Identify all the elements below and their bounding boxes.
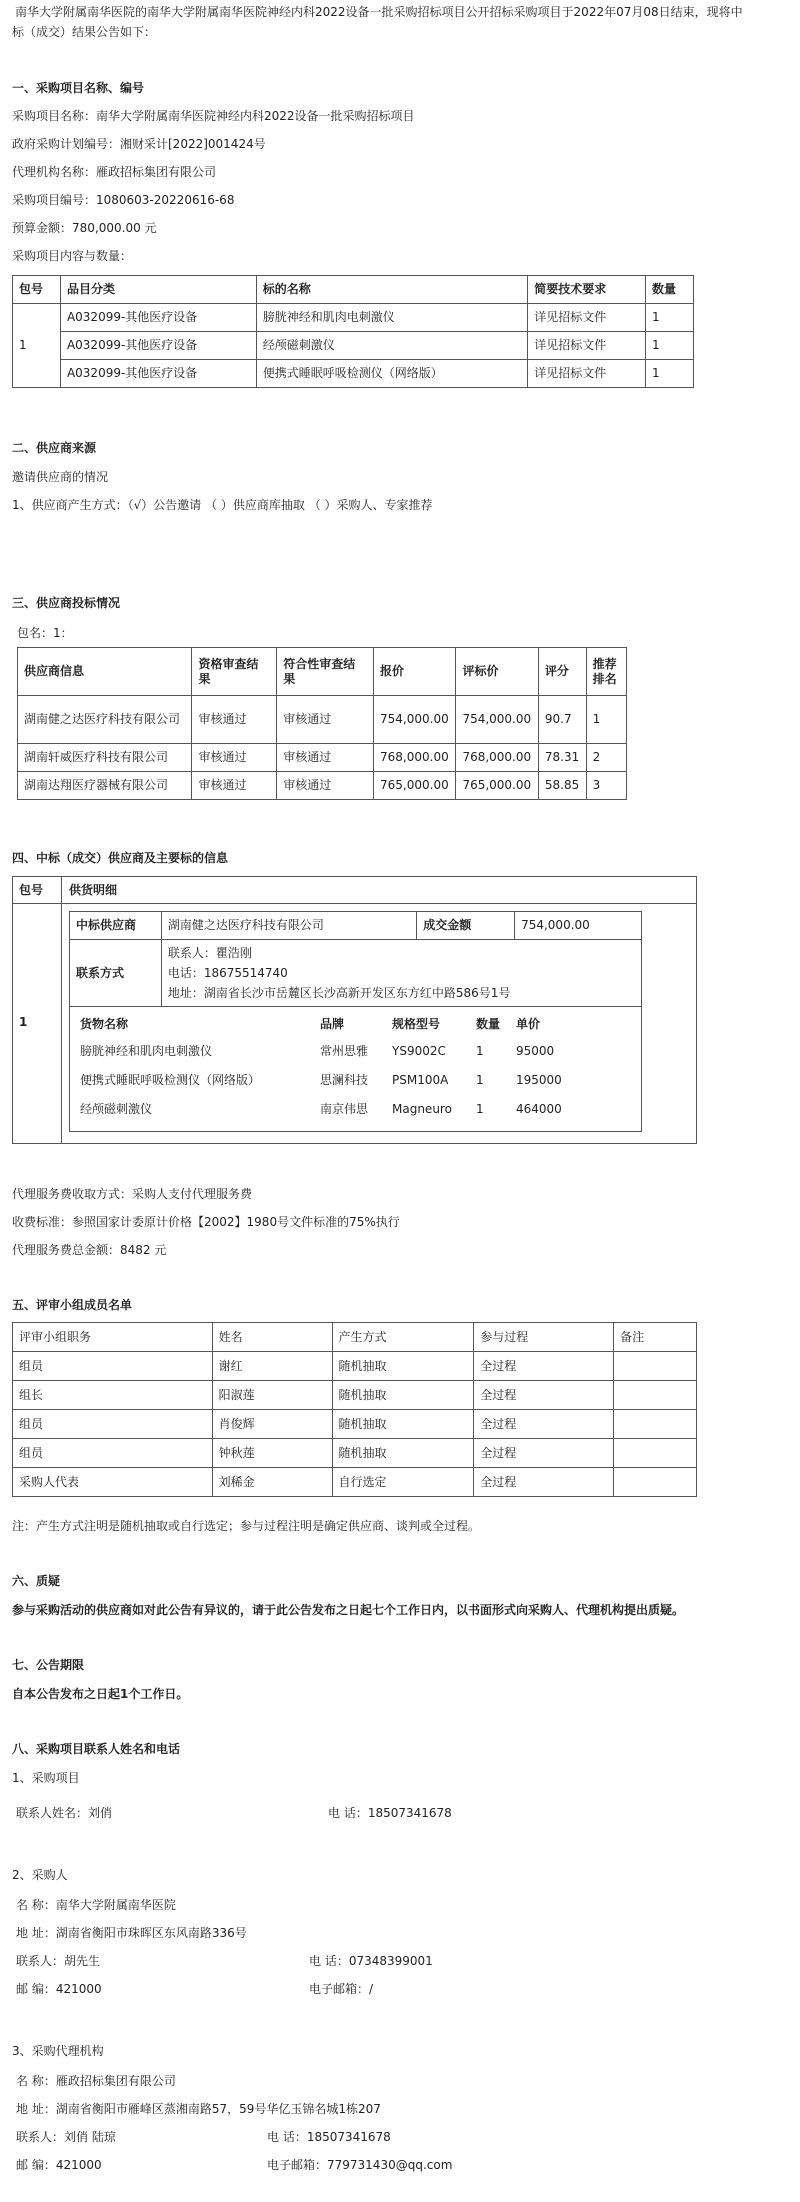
table-row xyxy=(13,1439,697,1468)
intro-line-2: 标（成交）结果公告如下： xyxy=(12,25,157,39)
project-code: 采购项目编号：1080603-20220616-68 xyxy=(12,193,235,207)
notice-period-text: 自本公告发布之日起1个工作日。 xyxy=(12,1687,189,1701)
section-7-title: 七、公告期限 xyxy=(12,1658,85,1672)
goods-table xyxy=(74,1011,637,1124)
goods-header-cell: 规格型号 xyxy=(392,1016,441,1031)
table-cell xyxy=(614,1352,697,1381)
table-cell: 肖俊辉 xyxy=(212,1410,332,1439)
table-header-row xyxy=(13,1323,697,1352)
budget: 预算金额：780,000.00 元 xyxy=(12,221,157,235)
agency-contact: 联系人：刘俏 陆琼 xyxy=(16,2130,116,2144)
project-contact-name: 联系人姓名：刘俏 xyxy=(16,1806,113,1820)
supplier-source-line-1: 邀请供应商的情况 xyxy=(12,470,109,484)
section-2-title: 二、供应商来源 xyxy=(12,441,97,455)
table-cell: 随机抽取 xyxy=(332,1352,474,1381)
section-1-title: 一、采购项目名称、编号 xyxy=(12,81,145,95)
agency-address: 地 址：湖南省衡阳市雁峰区蒸湘南路57，59号华亿玉锦名城1栋207 xyxy=(16,2102,381,2116)
goods-cell: 便携式睡眠呼吸检测仪（网络版） xyxy=(80,1073,261,1087)
bids-table xyxy=(17,647,627,800)
table-cell: 谢红 xyxy=(212,1352,332,1381)
winner-row xyxy=(70,912,642,940)
header-cell: 简要技术要求 xyxy=(528,276,646,304)
award-header-detail: 供货明细 xyxy=(69,883,118,897)
table-cell: 1 xyxy=(646,360,694,388)
table-cell xyxy=(614,1439,697,1468)
contact-address: 地址：湖南省长沙市岳麓区长沙高新开发区东方红中路586号1号 xyxy=(167,986,511,1000)
goods-item-row xyxy=(74,1037,637,1066)
table-cell: 全过程 xyxy=(474,1468,614,1497)
header-cell: 姓名 xyxy=(212,1323,332,1352)
table-row xyxy=(13,1410,697,1439)
table-cell: A032099-其他医疗设备 xyxy=(60,332,256,360)
header-cell: 标的名称 xyxy=(256,276,528,304)
table-cell: 详见招标文件 xyxy=(528,332,646,360)
goods-header-row xyxy=(74,1011,637,1037)
items-table xyxy=(12,275,694,388)
header-cell: 数量 xyxy=(646,276,694,304)
panel-table xyxy=(12,1322,697,1497)
winner-name: 湖南健之达医疗科技有限公司 xyxy=(161,912,416,940)
goods-cell: 1 xyxy=(476,1073,484,1087)
header-cell: 评审小组职务 xyxy=(13,1323,213,1352)
header-cell: 参与过程 xyxy=(474,1323,614,1352)
table-cell: 765,000.00 xyxy=(374,772,456,800)
plan-number: 政府采购计划编号：湘财采计[2022]001424号 xyxy=(12,137,266,151)
table-cell: 全过程 xyxy=(474,1352,614,1381)
header-cell: 供应商信息 xyxy=(18,648,192,696)
table-cell: 78.31 xyxy=(538,744,586,772)
contact-info xyxy=(161,940,641,1007)
winner-table xyxy=(69,911,642,1132)
table-cell: 全过程 xyxy=(474,1381,614,1410)
header-cell: 备注 xyxy=(614,1323,697,1352)
section-3-title: 三、供应商投标情况 xyxy=(12,596,121,610)
table-cell: 1 xyxy=(646,304,694,332)
goods-row xyxy=(70,1007,642,1132)
table-cell: A032099-其他医疗设备 xyxy=(60,304,256,332)
purchaser-name: 名 称：南华大学附属南华医院 xyxy=(16,1898,176,1912)
table-cell: 2 xyxy=(586,744,626,772)
agency-name: 代理机构名称：雁政招标集团有限公司 xyxy=(12,165,217,179)
section-4-title: 四、中标（成交）供应商及主要标的信息 xyxy=(12,851,229,865)
amount-value: 754,000.00 xyxy=(515,912,642,940)
table-cell xyxy=(614,1381,697,1410)
section-5-title: 五、评审小组成员名单 xyxy=(12,1298,133,1312)
table-cell: A032099-其他医疗设备 xyxy=(60,360,256,388)
table-cell: 审核通过 xyxy=(192,696,277,744)
table-row xyxy=(13,1352,697,1381)
table-cell: 湖南达翔医疗器械有限公司 xyxy=(18,772,192,800)
table-row xyxy=(18,772,627,800)
table-cell: 768,000.00 xyxy=(456,744,538,772)
table-cell: 采购人代表 xyxy=(13,1468,213,1497)
purchaser-phone: 电 话：07348399001 xyxy=(309,1954,433,1968)
fee-total: 代理服务费总金额：8482 元 xyxy=(12,1243,167,1257)
table-cell: 90.7 xyxy=(538,696,586,744)
award-package-number: 1 xyxy=(19,1015,28,1029)
table-row xyxy=(13,1468,697,1497)
award-table xyxy=(12,876,697,1144)
goods-cell: YS9002C xyxy=(392,1044,446,1058)
table-cell: 湖南健之达医疗科技有限公司 xyxy=(18,696,192,744)
section-8-title: 八、采购项目联系人姓名和电话 xyxy=(12,1742,181,1756)
table-cell: 审核通过 xyxy=(277,744,374,772)
table-cell: 全过程 xyxy=(474,1439,614,1468)
header-cell: 报价 xyxy=(374,648,456,696)
table-cell: 审核通过 xyxy=(192,744,277,772)
table-cell: 765,000.00 xyxy=(456,772,538,800)
table-cell: 组员 xyxy=(13,1352,213,1381)
table-cell: 1 xyxy=(586,696,626,744)
table-row xyxy=(13,304,694,332)
section-6-title: 六、质疑 xyxy=(12,1574,61,1588)
award-header-package: 包号 xyxy=(19,883,44,897)
table-cell: 随机抽取 xyxy=(332,1439,474,1468)
contact-row xyxy=(70,940,642,1007)
header-cell: 包号 xyxy=(13,276,61,304)
header-cell: 评分 xyxy=(538,648,586,696)
header-cell: 评标价 xyxy=(456,648,538,696)
panel-note: 注：产生方式注明是随机抽取或自行选定；参与过程注明是确定供应商、谈判或全过程。 xyxy=(12,1519,481,1533)
table-cell: 58.85 xyxy=(538,772,586,800)
agency-phone: 电 话：18507341678 xyxy=(267,2130,391,2144)
header-cell: 资格审查结果 xyxy=(192,648,277,696)
agency-email: 电子邮箱：779731430@qq.com xyxy=(267,2158,453,2172)
header-cell: 符合性审查结果 xyxy=(277,648,374,696)
table-cell: 阳淑莲 xyxy=(212,1381,332,1410)
goods-cell: 195000 xyxy=(516,1073,562,1087)
goods-header-cell: 货物名称 xyxy=(80,1016,129,1031)
table-cell xyxy=(614,1468,697,1497)
table-row xyxy=(18,696,627,744)
purchaser-contact: 联系人：胡先生 xyxy=(16,1954,101,1968)
table-cell: 组长 xyxy=(13,1381,213,1410)
table-cell: 组员 xyxy=(13,1439,213,1468)
goods-cell: 464000 xyxy=(516,1102,562,1116)
table-cell: 经颅磁刺激仪 xyxy=(256,332,528,360)
goods-item-row xyxy=(74,1095,637,1124)
table-cell: 754,000.00 xyxy=(374,696,456,744)
agency-name-line: 名 称：雁政招标集团有限公司 xyxy=(16,2074,176,2088)
table-cell: 钟秋莲 xyxy=(212,1439,332,1468)
table-cell: 详见招标文件 xyxy=(528,304,646,332)
intro-line-1: 南华大学附属南华医院的南华大学附属南华医院神经内科2022设备一批采购招标项目公开招标采购项目于2022年07月08日结束，现将中 xyxy=(15,5,743,19)
goods-cell: PSM100A xyxy=(392,1073,449,1087)
goods-cell: 95000 xyxy=(516,1044,555,1058)
table-header-row xyxy=(13,276,694,304)
table-cell: 随机抽取 xyxy=(332,1381,474,1410)
goods-header-cell: 数量 xyxy=(476,1016,501,1031)
goods-header-cell: 单价 xyxy=(516,1016,541,1031)
table-row xyxy=(13,332,694,360)
package-name: 包名：1： xyxy=(17,626,73,640)
fee-standard: 收费标准：参照国家计委原计价格【2002】1980号文件标准的75%执行 xyxy=(12,1215,400,1229)
objection-text: 参与采购活动的供应商如对此公告有异议的，请于此公告发布之日起七个工作日内，以书面形式向采购人、代理机构提出质疑。 xyxy=(12,1603,685,1617)
goods-cell: 膀胱神经和肌肉电刺激仪 xyxy=(80,1044,213,1058)
contact-group-agency: 3、采购代理机构 xyxy=(12,2044,104,2058)
contact-label: 联系方式 xyxy=(70,940,162,1007)
purchaser-zip: 邮 编：421000 xyxy=(16,1982,102,1996)
table-cell: 全过程 xyxy=(474,1410,614,1439)
goods-cell: 常州思雅 xyxy=(320,1044,369,1058)
goods-cell: 经颅磁刺激仪 xyxy=(80,1102,153,1116)
goods-cell: Magneuro xyxy=(392,1102,452,1116)
fee-method: 代理服务费收取方式：采购人支付代理服务费 xyxy=(12,1187,253,1201)
table-cell: 湖南轩威医疗科技有限公司 xyxy=(18,744,192,772)
goods-cell: 1 xyxy=(476,1044,484,1058)
header-cell: 推荐排名 xyxy=(586,648,626,696)
goods-cell: 思澜科技 xyxy=(320,1073,369,1087)
table-cell: 膀胱神经和肌肉电刺激仪 xyxy=(256,304,528,332)
table-row xyxy=(13,360,694,388)
table-cell: 754,000.00 xyxy=(456,696,538,744)
goods-cell: 1 xyxy=(476,1102,484,1116)
goods-cell: 南京伟思 xyxy=(320,1102,369,1116)
table-cell: 刘稀金 xyxy=(212,1468,332,1497)
table-header-row xyxy=(18,648,627,696)
contact-phone: 电话：18675514740 xyxy=(167,966,288,980)
agency-zip: 邮 编：421000 xyxy=(16,2158,102,2172)
table-cell: 审核通过 xyxy=(192,772,277,800)
project-name: 采购项目名称：南华大学附属南华医院神经内科2022设备一批采购招标项目 xyxy=(12,109,415,123)
table-cell: 1 xyxy=(646,332,694,360)
table-cell: 便携式睡眠呼吸检测仪（网络版） xyxy=(256,360,528,388)
amount-label: 成交金额 xyxy=(417,912,515,940)
table-cell: 自行选定 xyxy=(332,1468,474,1497)
supplier-source-line-2: 1、供应商产生方式：（√）公告邀请 （ ）供应商库抽取 （ ）采购人、专家推荐 xyxy=(12,498,433,512)
header-cell: 产生方式 xyxy=(332,1323,474,1352)
header-cell: 品目分类 xyxy=(60,276,256,304)
table-cell xyxy=(614,1410,697,1439)
table-cell: 组员 xyxy=(13,1410,213,1439)
purchaser-address: 地 址：湖南省衡阳市珠晖区东风南路336号 xyxy=(16,1926,247,1940)
table-cell: 详见招标文件 xyxy=(528,360,646,388)
contact-group-purchaser: 2、采购人 xyxy=(12,1868,68,1882)
table-cell: 768,000.00 xyxy=(374,744,456,772)
contact-person: 联系人：瞿浩刚 xyxy=(167,946,252,960)
winner-label: 中标供应商 xyxy=(70,912,162,940)
project-contact-phone: 电 话：18507341678 xyxy=(328,1806,452,1820)
column-divider xyxy=(61,877,62,1143)
table-cell: 审核通过 xyxy=(277,696,374,744)
goods-header-cell: 品牌 xyxy=(320,1016,345,1031)
goods-cell xyxy=(70,1007,642,1132)
table-row xyxy=(13,1381,697,1410)
table-row xyxy=(18,744,627,772)
table-cell: 随机抽取 xyxy=(332,1410,474,1439)
table-cell: 审核通过 xyxy=(277,772,374,800)
content-label: 采购项目内容与数量： xyxy=(12,249,133,263)
goods-item-row xyxy=(74,1066,637,1095)
package-cell: 1 xyxy=(13,304,61,388)
purchaser-email: 电子邮箱：/ xyxy=(309,1982,374,1996)
contact-group-project: 1、采购项目 xyxy=(12,1771,80,1785)
table-cell: 3 xyxy=(586,772,626,800)
